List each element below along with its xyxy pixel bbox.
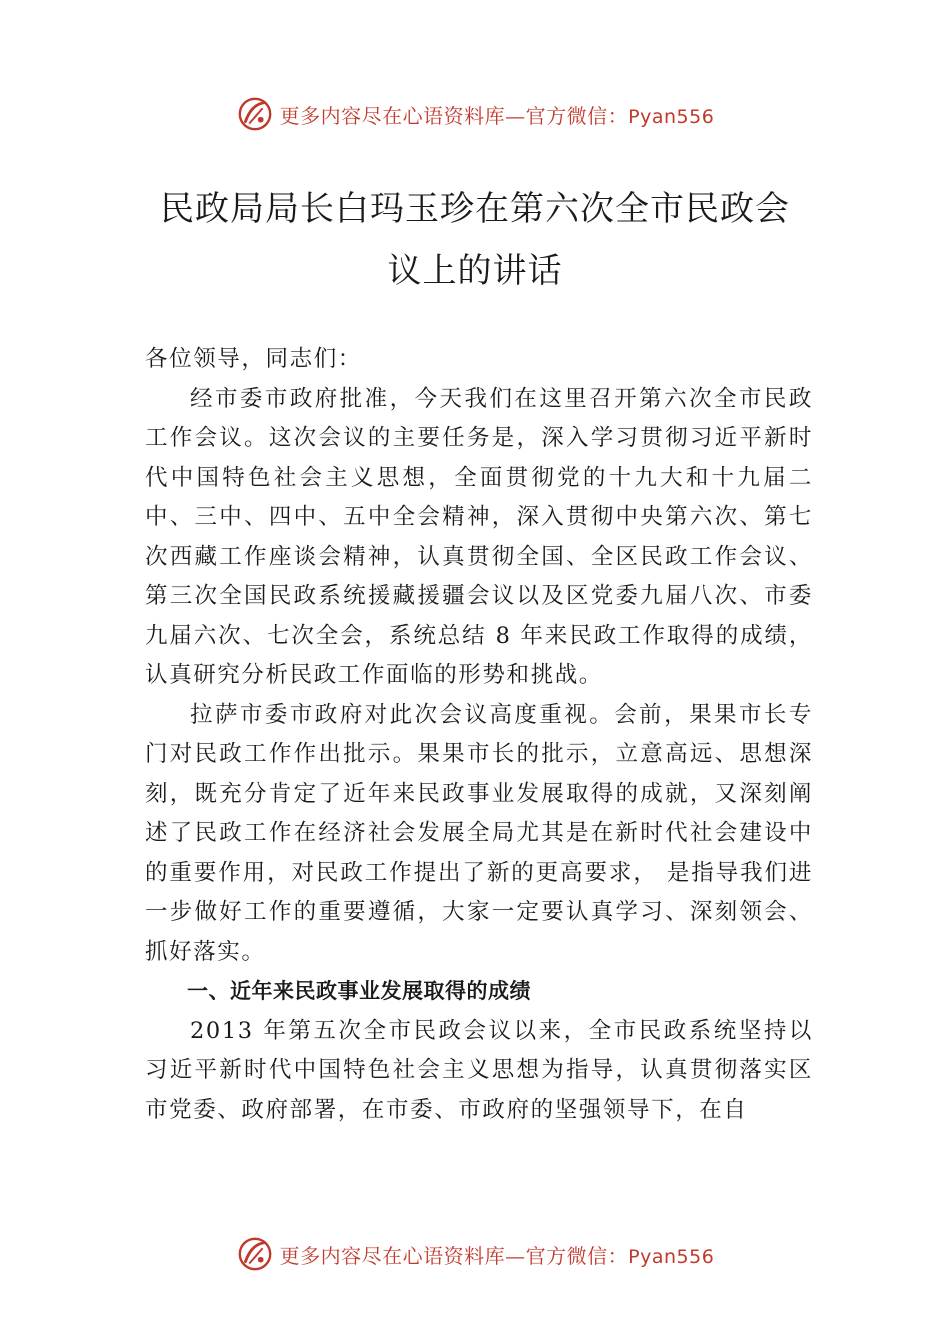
paragraph-2: 拉萨市委市政府对此次会议高度重视。会前，果果市长专门对民政工作作出批示。果果市长的批示，立意高远、思想深刻，既充分肯定了近年来民政事业发展取得的成就，又深刻阐述了民政工作在经济社会发展全局尤其是在新时代社会建设中的重要作用，对民政工作提出了新的更高要求， 是指导我们进一步做好工作的重要遵循，大家一定要认真学习、深刻领会、抓好落实。 [145,701,813,965]
watermark-banner-bottom [0,1232,950,1276]
salutation: 各位领导，同志们： [145,346,362,372]
watermark-text: 更多内容尽在心语资料库—官方微信：Pyan556 [279,103,715,128]
brush-seal-icon [236,1235,274,1273]
title-line-1: 民政局局长白玛玉珍在第六次全市民政会 [160,189,790,229]
title-line-2: 议上的讲话 [387,251,563,291]
brush-seal-icon [236,95,274,133]
wechat-id: Pyan556 [628,1245,715,1268]
watermark-banner-top [0,92,950,136]
watermark-text: 更多内容尽在心语资料库—官方微信：Pyan556 [279,1243,715,1268]
document-title [110,178,840,302]
wechat-id: Pyan556 [628,105,715,128]
paragraph-1: 经市委市政府批准，今天我们在这里召开第六次全市民政工作会议。这次会议的主要任务是，深入学习贯彻习近平新时代中国特色社会主义思想，全面贯彻党的十九大和十九届二中、三中、四中、五中全会精神，深入贯彻中央第六次、第七次西藏工作座谈会精神，认真贯彻全国、全区民政工作会议、第三次全国民政系统援藏援疆会议以及区党委九届八次、市委九届六次、七次全会，系统总结 8 年来民政工作取得的成绩，认真研究分析民政工作面临的形势和挑战。 [145,385,813,688]
paragraph-3: 2013 年第五次全市民政会议以来，全市民政系统坚持以习近平新时代中国特色社会主义思想为指导，认真贯彻落实区市党委、政府部署，在市委、市政府的坚强领导下，在自 [145,1017,813,1123]
document-body [145,340,813,1130]
section-heading-1: 一、近年来民政事业发展取得的成绩 [187,979,531,1003]
